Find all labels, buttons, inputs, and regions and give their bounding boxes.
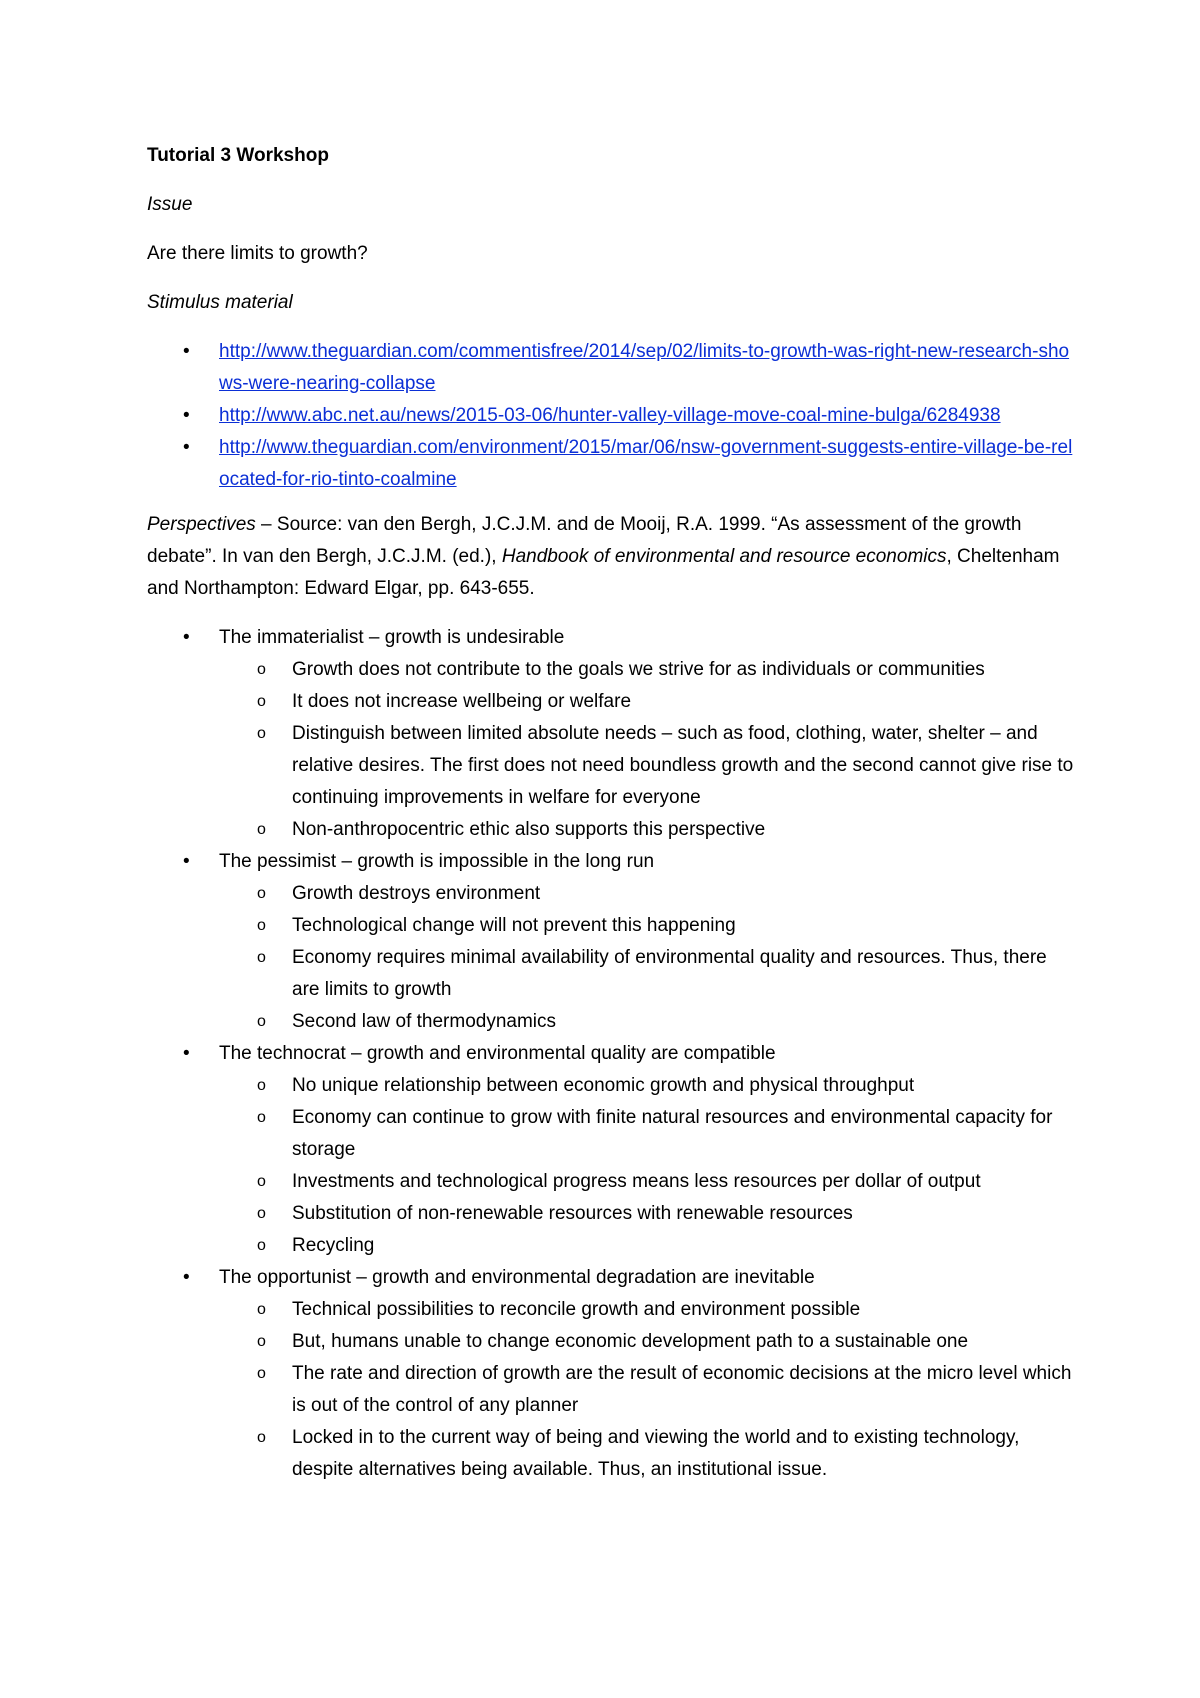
stimulus-link-abc-bulga[interactable]: http://www.abc.net.au/news/2015-03-06/hunter-valley-village-move-coal-mine-bulga/6284938	[219, 405, 1001, 426]
sub-bullet-icon: o	[257, 1173, 266, 1190]
sub-bullet-icon: o	[257, 1237, 266, 1254]
list-item	[219, 654, 1077, 686]
perspective-heading: The opportunist – growth and environmental degradation are inevitable	[219, 1267, 815, 1288]
perspective-heading: The technocrat – growth and environmental quality are compatible	[219, 1043, 776, 1064]
point-text: Economy requires minimal availability of environmental quality and resources. Thus, there are limits to growth	[292, 947, 1047, 1000]
point-text: Growth does not contribute to the goals we strive for as individuals or communities	[292, 659, 985, 680]
sub-bullet-icon: o	[257, 1333, 266, 1350]
sub-list	[219, 654, 1077, 846]
sub-bullet-icon: o	[257, 1429, 266, 1446]
perspectives-list	[147, 622, 1077, 1486]
list-item	[219, 686, 1077, 718]
sub-bullet-icon: o	[257, 1013, 266, 1030]
sub-bullet-icon: o	[257, 661, 266, 678]
source-text-part-1: – Source: van den Bergh, J.C.J.M. and de Mooij, R.A. 1999. “As assessment of the growth debate”. In van den Bergh, J.C.J.M. (ed.),	[147, 514, 1022, 567]
stimulus-link-guardian-nsw[interactable]: http://www.theguardian.com/environment/2015/mar/06/nsw-government-suggests-entire-village-be-relocated-for-rio-tinto-coalmine	[219, 437, 1073, 490]
point-text: The rate and direction of growth are the result of economic decisions at the micro level which is out of the control of any planner	[292, 1363, 1072, 1416]
point-text: Non-anthropocentric ethic also supports this perspective	[292, 819, 766, 840]
point-text: But, humans unable to change economic development path to a sustainable one	[292, 1331, 969, 1352]
document-title: Tutorial 3 Workshop	[147, 145, 329, 166]
bullet-icon: •	[183, 627, 190, 648]
point-text: Substitution of non-renewable resources with renewable resources	[292, 1203, 853, 1224]
perspective-heading: The immaterialist – growth is undesirable	[219, 627, 565, 648]
sub-bullet-icon: o	[257, 917, 266, 934]
perspective-technocrat	[147, 1038, 1077, 1262]
sub-bullet-icon: o	[257, 1109, 266, 1126]
issue-text: Are there limits to growth?	[147, 243, 368, 264]
sub-bullet-icon: o	[257, 725, 266, 742]
sub-list	[219, 878, 1077, 1038]
list-item	[147, 336, 1077, 400]
list-item	[219, 718, 1077, 814]
list-item	[219, 1166, 1077, 1198]
source-book-title: Handbook of environmental and resource economics	[501, 546, 947, 567]
list-item	[219, 1198, 1077, 1230]
list-item	[219, 1326, 1077, 1358]
point-text: Technical possibilities to reconcile growth and environment possible	[292, 1299, 861, 1320]
sub-bullet-icon: o	[257, 1365, 266, 1382]
stimulus-heading: Stimulus material	[147, 292, 293, 313]
source-text-part-2: , Cheltenham and Northampton: Edward Elgar, pp. 643-655.	[147, 546, 1060, 599]
sub-bullet-icon: o	[257, 949, 266, 966]
document-page	[147, 140, 1077, 1486]
stimulus-link-guardian-limits[interactable]: http://www.theguardian.com/commentisfree/2014/sep/02/limits-to-growth-was-right-new-research-shows-were-nearing-collapse	[219, 341, 1070, 394]
perspective-immaterialist	[147, 622, 1077, 846]
point-text: Growth destroys environment	[292, 883, 541, 904]
list-item	[219, 1006, 1077, 1038]
bullet-icon: •	[183, 437, 190, 458]
sub-bullet-icon: o	[257, 821, 266, 838]
point-text: Technological change will not prevent this happening	[292, 915, 736, 936]
list-item	[219, 814, 1077, 846]
point-text: It does not increase wellbeing or welfare	[292, 691, 632, 712]
sub-bullet-icon: o	[257, 1205, 266, 1222]
point-text: Economy can continue to grow with finite natural resources and environmental capacity for storage	[292, 1107, 1053, 1160]
list-item	[219, 1230, 1077, 1262]
perspective-pessimist	[147, 846, 1077, 1038]
point-text: Investments and technological progress means less resources per dollar of output	[292, 1171, 981, 1192]
list-item	[219, 1070, 1077, 1102]
point-text: No unique relationship between economic growth and physical throughput	[292, 1075, 915, 1096]
list-item	[219, 1294, 1077, 1326]
point-text: Recycling	[292, 1235, 375, 1256]
sub-list	[219, 1070, 1077, 1262]
list-item	[219, 942, 1077, 1006]
list-item	[147, 400, 1077, 432]
sub-bullet-icon: o	[257, 1301, 266, 1318]
point-text: Locked in to the current way of being and viewing the world and to existing technology, despite alternatives being available. Thus, an institutional issue.	[292, 1427, 1020, 1480]
list-item	[219, 878, 1077, 910]
perspectives-source	[147, 509, 1077, 605]
list-item	[219, 1422, 1077, 1486]
issue-heading: Issue	[147, 194, 193, 215]
sub-list	[219, 1294, 1077, 1486]
point-text: Distinguish between limited absolute needs – such as food, clothing, water, shelter – and relative desires. The first does not need boundless growth and the second cannot give rise to continuing improvements in welfare for everyone	[292, 723, 1074, 808]
perspective-heading: The pessimist – growth is impossible in the long run	[219, 851, 655, 872]
list-item	[147, 432, 1077, 496]
list-item	[219, 910, 1077, 942]
bullet-icon: •	[183, 1267, 190, 1288]
bullet-icon: •	[183, 341, 190, 362]
sub-bullet-icon: o	[257, 1077, 266, 1094]
bullet-icon: •	[183, 1043, 190, 1064]
list-item	[219, 1358, 1077, 1422]
point-text: Second law of thermodynamics	[292, 1011, 557, 1032]
perspectives-label: Perspectives	[147, 514, 256, 535]
sub-bullet-icon: o	[257, 693, 266, 710]
perspective-opportunist	[147, 1262, 1077, 1486]
sub-bullet-icon: o	[257, 885, 266, 902]
bullet-icon: •	[183, 851, 190, 872]
bullet-icon: •	[183, 405, 190, 426]
list-item	[219, 1102, 1077, 1166]
stimulus-link-list	[147, 336, 1077, 496]
